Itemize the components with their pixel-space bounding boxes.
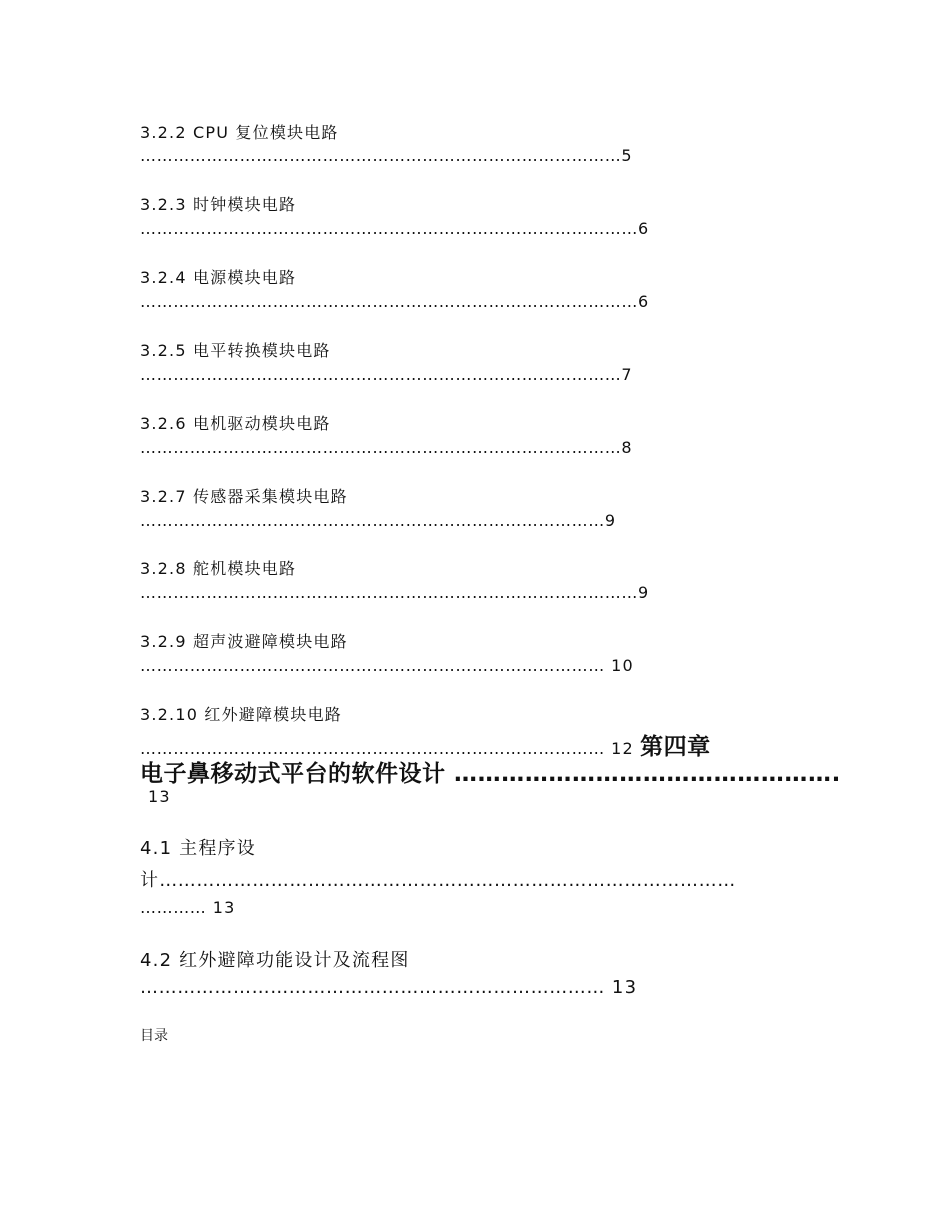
page-number: 9 [604,511,617,530]
leader-dots: ………………………………………………………………………………… [159,870,736,891]
leader-dots: ……………………………………………………………………………… [140,219,638,238]
page-number: 6 [638,292,650,311]
page-number: 8 [621,438,633,457]
leader-dots: ………… [140,898,207,917]
page-number: 5 [621,146,633,165]
toc-entry-3-2-6-leader [140,438,633,457]
leader-dots: …………………………………………………………………………… [140,365,622,384]
leader-dots: ………………………………………………………………… [140,977,605,998]
leader-dots: …………………………………………………………………………… [140,146,622,165]
toc-entry-4-1-leader [140,866,736,892]
toc-entry-4-2-title: 4.2 红外避障功能设计及流程图 [140,950,410,971]
page-number: 7 [621,365,633,384]
toc-entry-3-2-8-leader [140,583,649,602]
toc-entry-3-2-9-leader [140,656,634,675]
toc-entry-3-2-8-title: 3.2.8 舵机模块电路 [140,559,297,578]
toc-entry-3-2-7-leader [140,511,616,530]
toc-entry-4-2-leader [140,977,637,998]
toc-entry-4-1-title: 4.1 主程序设 [140,838,256,859]
leader-dots: …………………………………………………………………………… [140,438,622,457]
chapter-4-title-text: 电子鼻移动式平台的软件设计 [140,761,446,787]
page-number: 10 [611,656,634,675]
toc-entry-3-2-7-title: 3.2.7 传感器采集模块电路 [140,487,348,506]
toc-entry-3-2-2-leader [140,146,633,165]
page-number: 13 [212,898,236,917]
toc-entry-3-2-4-title: 3.2.4 电源模块电路 [140,268,297,287]
leader-dots: …………………………………………. [454,761,841,787]
leader-dots: ……………………………………………………………………………… [140,583,638,602]
leader-dots: ………………………………………………………………………… [140,739,605,758]
leader-dots: ………………………………………………………………………… [140,656,605,675]
toc-entry-3-2-5-leader [140,365,633,384]
page-number: 13 [148,787,171,806]
toc-entry-3-2-10-title: 3.2.10 红外避障模块电路 [140,705,342,724]
page-number: 6 [638,219,650,238]
toc-entry-3-2-6-title: 3.2.6 电机驱动模块电路 [140,414,331,433]
toc-entry-4-1-leader-cont [140,898,235,917]
page-number: 13 [611,977,638,998]
toc-chapter-4-title [140,755,841,788]
chapter-4-heading-part: 第四章 [640,734,711,760]
toc-entry-3-2-4-leader [140,292,649,311]
toc-entry-3-2-5-title: 3.2.5 电平转换模块电路 [140,341,331,360]
leader-dots: ………………………………………………………………………… [140,511,605,530]
toc-entry-3-2-2-title: 3.2.2 CPU 复位模块电路 [140,123,339,142]
title-continuation: 计 [140,870,160,891]
toc-entry-3-2-3-title: 3.2.3 时钟模块电路 [140,195,297,214]
leader-dots: ……………………………………………………………………………… [140,292,638,311]
page-number: 9 [638,583,650,602]
toc-entry-3-2-3-leader [140,219,649,238]
page-footer-label: 目录 [140,1028,168,1044]
page-number: 12 [611,739,634,758]
toc-entry-3-2-9-title: 3.2.9 超声波避障模块电路 [140,632,348,651]
